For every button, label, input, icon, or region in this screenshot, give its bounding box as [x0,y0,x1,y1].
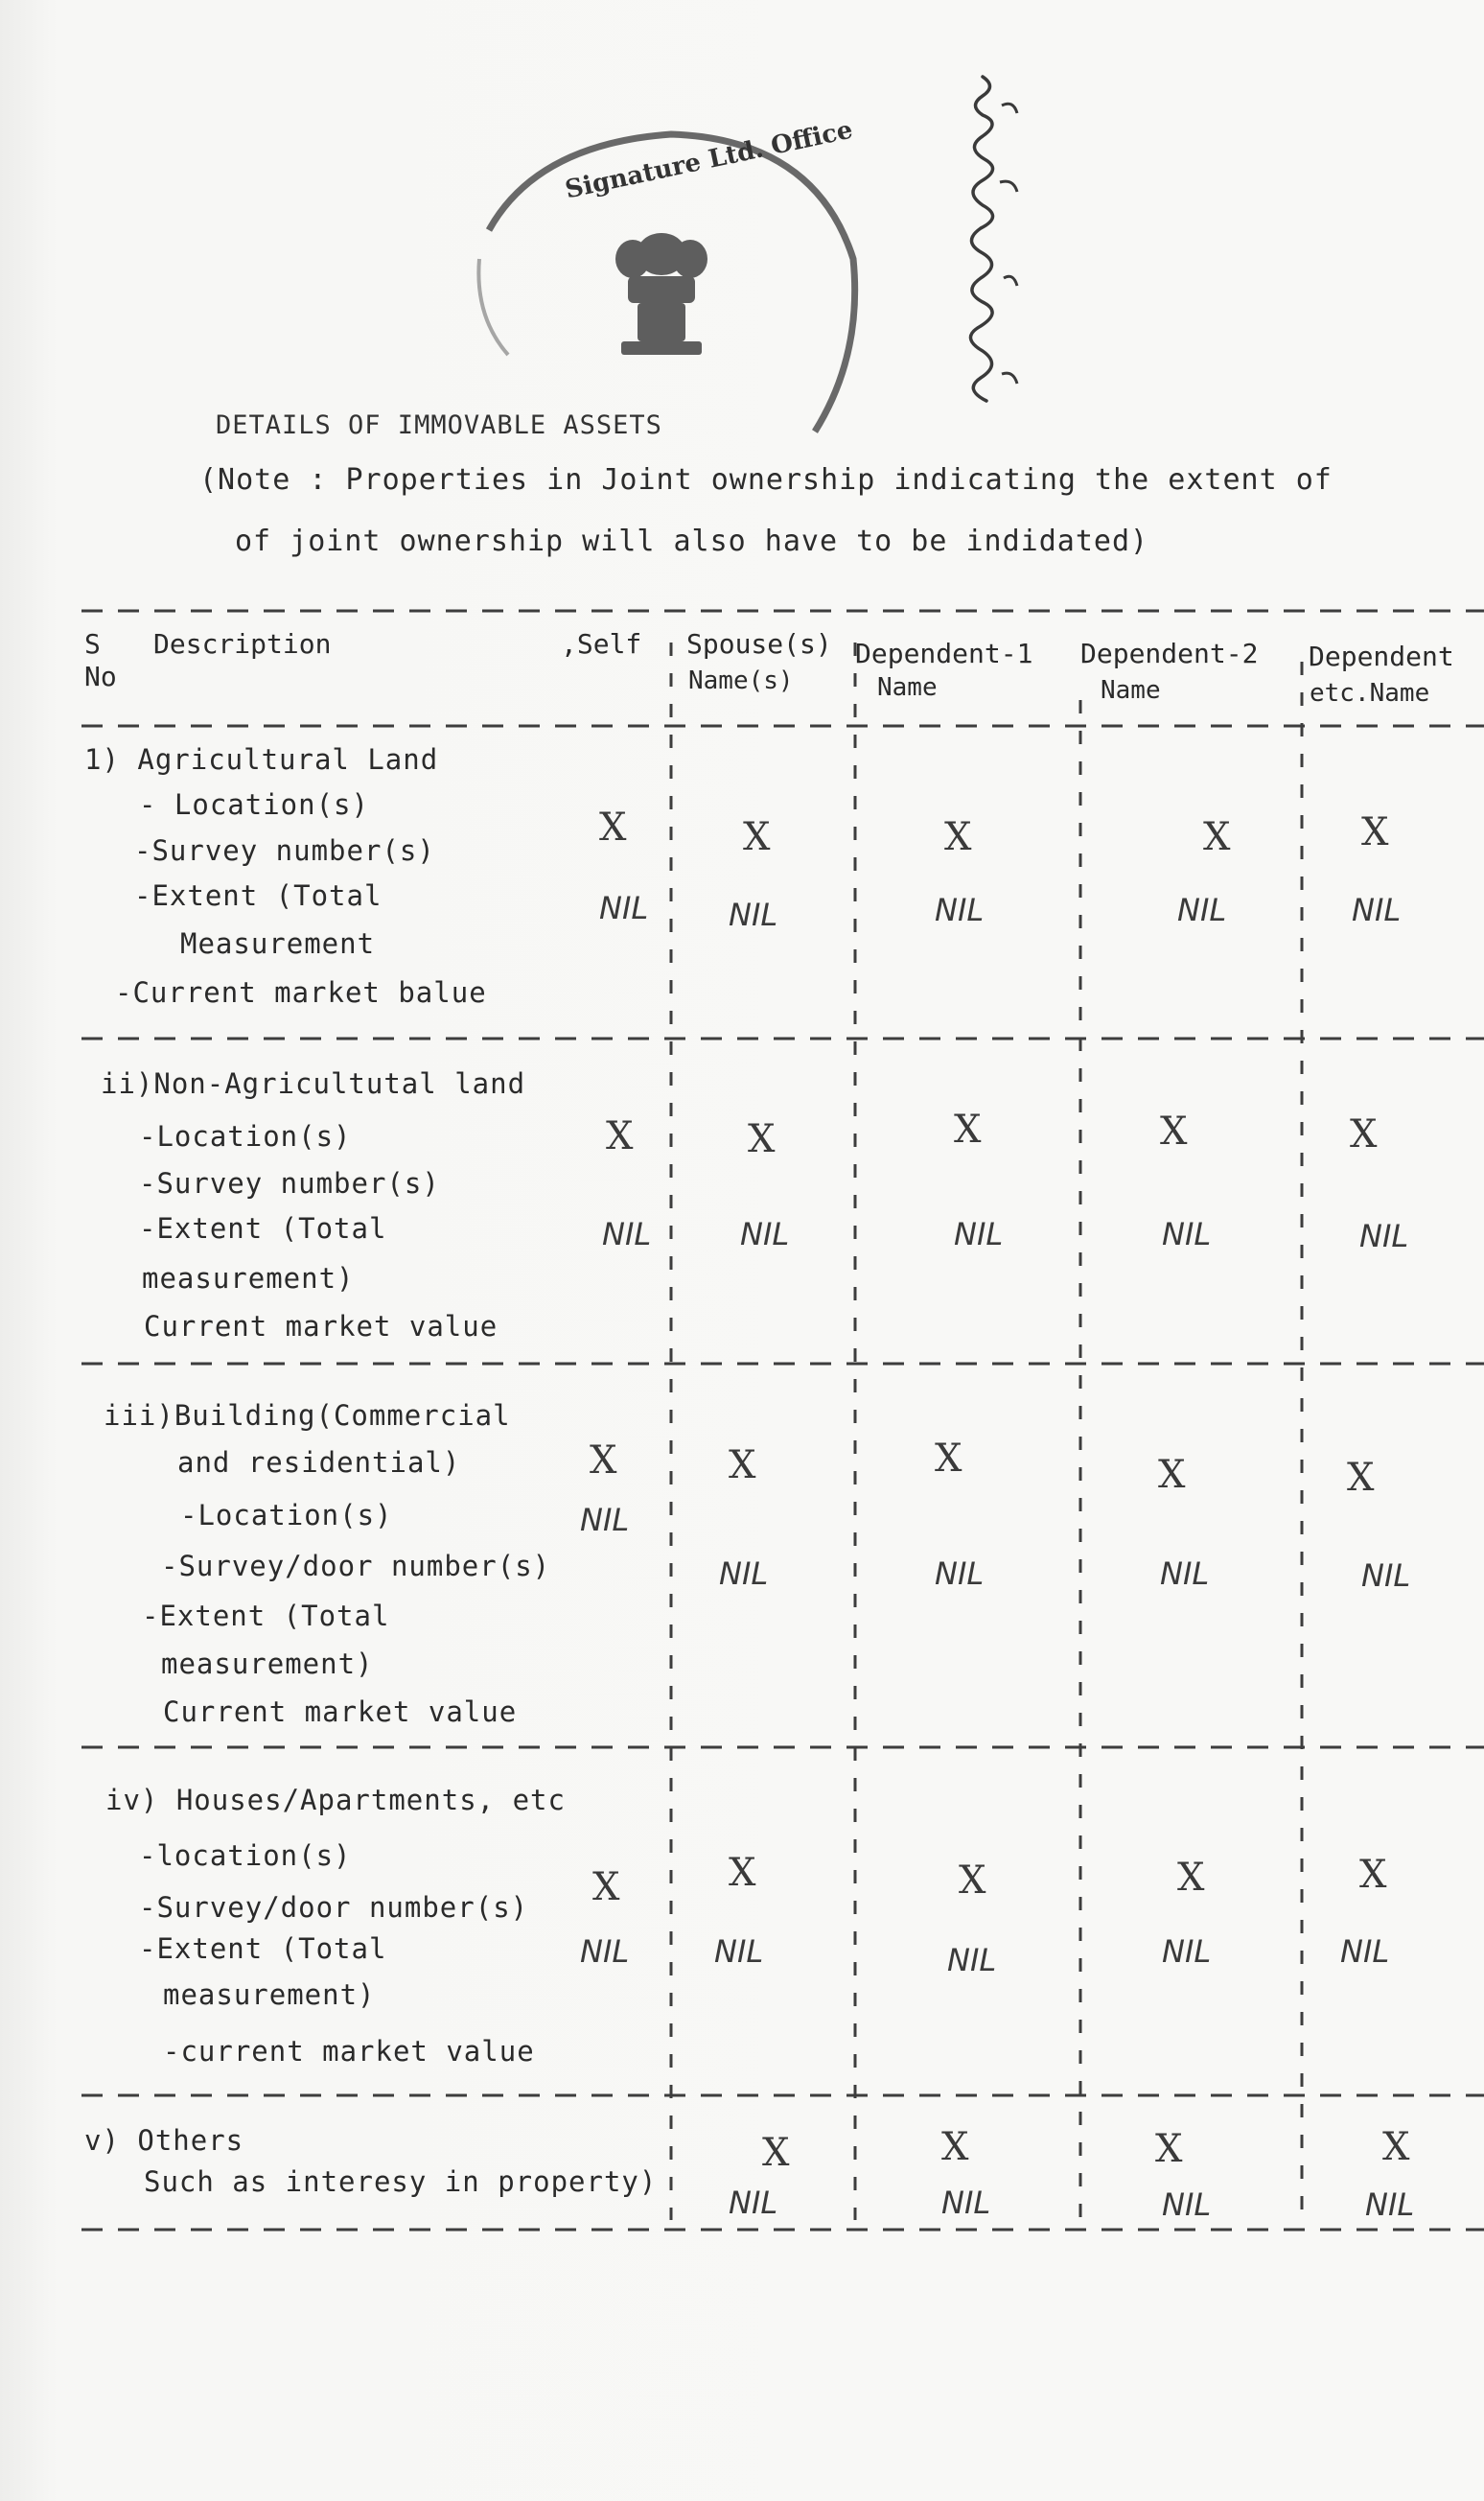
row-4-dep1-mark: X [959,1858,986,1903]
row-2-dep3-value: NIL [1359,1218,1409,1254]
row-3-title: iii)Building(Commercial [104,1399,511,1432]
row-5-dep2-mark: X [1155,2127,1183,2171]
row-3-dep1-value: NIL [935,1555,985,1592]
row-1-line: -Survey number(s) [134,834,435,867]
row-1-line: - Location(s) [139,788,369,821]
row-3-dep2-mark: X [1158,1453,1186,1497]
row-4-line: measurement) [163,1978,376,2011]
row-4-dep3-value: NIL [1340,1933,1390,1970]
row-1-dep3-value: NIL [1352,892,1402,928]
row-4-line: -Survey/door number(s) [139,1891,529,1924]
header-dependent-2: Dependent-2 [1080,638,1259,669]
header-sno [84,628,117,693]
row-3-spouse-value: NIL [719,1555,769,1592]
row-2-line: -Extent (Total [139,1212,387,1245]
row-3-dep2-value: NIL [1160,1555,1210,1592]
row-4-self-value: NIL [580,1933,630,1970]
row-3-line: Current market value [163,1695,518,1728]
row-2-spouse-mark: X [748,1117,776,1161]
page-title: DETAILS OF IMMOVABLE ASSETS [216,410,662,440]
row-5-dep3-mark: X [1382,2125,1410,2169]
row-1-self-value: NIL [599,890,649,926]
row-4-line: -current market value [163,2035,535,2068]
header-spouse: Spouse(s) [686,628,832,660]
row-1-spouse-value: NIL [729,897,778,933]
row-1-dep1-mark: X [944,815,972,859]
row-5-title: v) Others [84,2124,244,2157]
row-1-line: -Extent (Total [134,879,383,912]
row-3-dep1-mark: X [935,1437,962,1481]
row-3-line: -Extent (Total [142,1600,390,1632]
row-1-line: -Current market balue [115,976,487,1009]
row-5-dep1-value: NIL [941,2185,991,2221]
row-2-spouse-value: NIL [740,1216,790,1252]
row-3-line: -Location(s) [180,1499,393,1531]
row-4-spouse-value: NIL [714,1933,764,1970]
row-5-spouse-mark: X [762,2131,790,2175]
row-3-dep3-mark: X [1347,1456,1375,1500]
row-2-dep2-value: NIL [1162,1216,1212,1252]
row-2-dep2-mark: X [1160,1110,1188,1154]
note-line-2: of joint ownership will also have to be indidated) [235,525,1149,558]
row-5-line: Such as interesy in property) [144,2165,658,2198]
row-5-dep2-value: NIL [1162,2186,1212,2223]
row-4-self-mark: X [592,1865,620,1909]
row-3-dep3-value: NIL [1361,1557,1411,1594]
row-4-line: -Extent (Total [139,1932,387,1965]
row-3-line: -Survey/door number(s) [161,1550,551,1582]
header-dependent-2-name: Name [1101,676,1161,705]
row-3-self-value: NIL [580,1502,630,1538]
row-5-dep3-value: NIL [1365,2186,1415,2223]
header-dependent-1-name: Name [877,673,938,702]
header-dependent-etc-name: etc.Name [1310,679,1430,708]
header-description: Description [153,628,332,660]
row-1-self-mark: X [599,806,627,850]
row-2-dep1-mark: X [954,1108,982,1152]
row-1-dep1-value: NIL [935,892,985,928]
note-line-1: (Note : Properties in Joint ownership indicating the extent of [199,463,1333,497]
row-4-line: -location(s) [139,1839,352,1872]
row-3-line: measurement) [161,1648,374,1680]
row-4-dep2-value: NIL [1162,1933,1212,1970]
row-1-spouse-mark: X [743,815,771,859]
row-1-title: 1) Agricultural Land [84,743,439,776]
row-2-line: Current market value [144,1310,499,1343]
row-2-dep1-value: NIL [954,1216,1004,1252]
header-dependent-1: Dependent-1 [855,638,1033,669]
row-2-self-mark: X [606,1114,634,1158]
header-self: ,Self [561,628,642,660]
row-4-dep2-mark: X [1177,1856,1205,1900]
row-4-dep1-value: NIL [947,1942,997,1978]
row-1-dep3-mark: X [1361,810,1389,854]
row-3-line: and residential) [177,1446,461,1479]
row-2-dep3-mark: X [1350,1112,1378,1157]
row-2-self-value: NIL [602,1216,652,1252]
row-4-dep3-mark: X [1359,1853,1387,1897]
row-2-line: -Location(s) [139,1120,352,1153]
row-4-spouse-mark: X [729,1851,756,1895]
row-2-line: measurement) [142,1262,355,1295]
row-2-title: ii)Non-Agricultutal land [101,1067,526,1100]
row-1-line: Measurement [180,927,376,960]
row-5-dep1-mark: X [941,2125,969,2169]
seal-text: Signature Ltd. Office [562,115,856,205]
row-5-spouse-value: NIL [729,2185,778,2221]
row-1-dep2-mark: X [1203,815,1231,859]
header-dependent-etc: Dependent [1309,641,1454,672]
row-1-dep2-value: NIL [1177,892,1227,928]
row-4-title: iv) Houses/Apartments, etc [105,1784,566,1816]
header-sno-label: S No [84,628,117,692]
row-3-self-mark: X [590,1438,617,1483]
row-2-line: -Survey number(s) [139,1167,440,1200]
header-spouse-name: Name(s) [688,666,794,695]
row-3-spouse-mark: X [729,1443,756,1487]
